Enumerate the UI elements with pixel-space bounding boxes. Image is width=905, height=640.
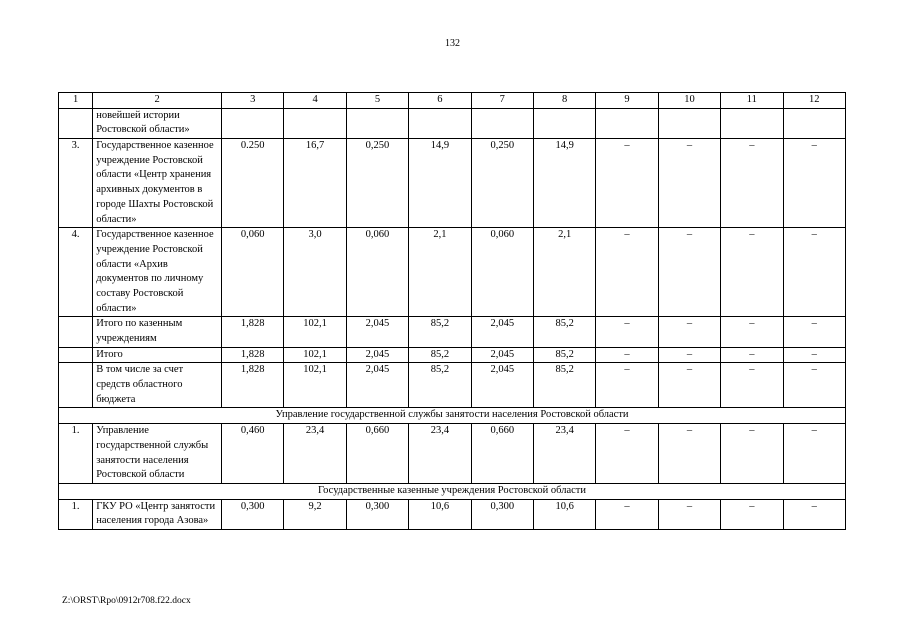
row-name-cell: Итого [93, 347, 222, 363]
value-cell: – [658, 228, 720, 317]
value-cell [533, 108, 595, 138]
table-row [59, 424, 846, 484]
value-cell: 2,045 [346, 363, 408, 408]
value-cell: – [783, 499, 845, 529]
row-number-cell [59, 108, 93, 138]
column-number-header: 5 [346, 93, 408, 109]
table-row [59, 317, 846, 347]
value-cell: 0,460 [222, 424, 284, 484]
column-number-header: 3 [222, 93, 284, 109]
value-cell: – [658, 424, 720, 484]
value-cell: – [783, 139, 845, 228]
value-cell [222, 108, 284, 138]
value-cell: – [596, 228, 658, 317]
value-cell: – [658, 347, 720, 363]
column-number-header: 4 [284, 93, 346, 109]
row-name-cell: Итого по казенным учреждениям [93, 317, 222, 347]
row-number-cell [59, 347, 93, 363]
value-cell [409, 108, 471, 138]
page-number: 132 [445, 38, 460, 49]
table-row [59, 347, 846, 363]
value-cell: – [783, 317, 845, 347]
value-cell: 1,828 [222, 317, 284, 347]
row-name-cell: В том числе за счет средств областного бюджета [93, 363, 222, 408]
value-cell: 85,2 [409, 347, 471, 363]
table-header-row [59, 93, 846, 109]
column-number-header: 6 [409, 93, 471, 109]
value-cell: 10,6 [533, 499, 595, 529]
value-cell: 2,045 [471, 317, 533, 347]
file-path-footer: Z:\ORST\Rpo\0912r708.f22.docx [62, 596, 191, 606]
value-cell: – [783, 424, 845, 484]
value-cell: 23,4 [409, 424, 471, 484]
value-cell: – [783, 347, 845, 363]
table-row [59, 228, 846, 317]
column-number-header: 12 [783, 93, 845, 109]
value-cell [346, 108, 408, 138]
row-name-cell: новейшей истории Ростовской области» [93, 108, 222, 138]
value-cell: – [596, 139, 658, 228]
value-cell: 102,1 [284, 347, 346, 363]
value-cell: 9,2 [284, 499, 346, 529]
value-cell: 102,1 [284, 317, 346, 347]
row-number-cell: 1. [59, 424, 93, 484]
value-cell: 2,045 [471, 363, 533, 408]
value-cell: – [783, 228, 845, 317]
row-number-cell: 1. [59, 499, 93, 529]
value-cell [284, 108, 346, 138]
value-cell: – [658, 139, 720, 228]
row-number-cell [59, 363, 93, 408]
value-cell [658, 108, 720, 138]
value-cell: – [596, 363, 658, 408]
data-table [58, 92, 846, 530]
section-title: Государственные казенные учреждения Ростовской области [59, 483, 846, 499]
value-cell: 23,4 [284, 424, 346, 484]
value-cell: – [721, 228, 783, 317]
value-cell: 2,1 [533, 228, 595, 317]
value-cell: 23,4 [533, 424, 595, 484]
value-cell: – [658, 317, 720, 347]
section-title: Управление государственной службы занятости населения Ростовской области [59, 408, 846, 424]
value-cell: – [596, 499, 658, 529]
value-cell [596, 108, 658, 138]
row-number-cell: 4. [59, 228, 93, 317]
row-name-cell: ГКУ РО «Центр занятости населения города Азова» [93, 499, 222, 529]
value-cell: 0,300 [222, 499, 284, 529]
value-cell: 0,250 [346, 139, 408, 228]
value-cell: – [658, 499, 720, 529]
value-cell: – [596, 347, 658, 363]
value-cell: 0,660 [471, 424, 533, 484]
column-number-header: 1 [59, 93, 93, 109]
row-name-cell: Управление государственной службы занятости населения Ростовской области [93, 424, 222, 484]
value-cell: – [596, 424, 658, 484]
value-cell: 2,045 [346, 347, 408, 363]
value-cell [471, 108, 533, 138]
value-cell: 1,828 [222, 347, 284, 363]
column-number-header: 8 [533, 93, 595, 109]
value-cell: 85,2 [409, 363, 471, 408]
value-cell: 14,9 [533, 139, 595, 228]
value-cell: – [658, 363, 720, 408]
value-cell: 0.250 [222, 139, 284, 228]
value-cell: 0,060 [471, 228, 533, 317]
section-header-row [59, 408, 846, 424]
table-row [59, 499, 846, 529]
value-cell: 85,2 [533, 347, 595, 363]
row-name-cell: Государственное казенное учреждение Ростовской области «Центр хранения архивных документов в городе Шахты Ростовской области» [93, 139, 222, 228]
value-cell: – [721, 139, 783, 228]
value-cell: 0,060 [222, 228, 284, 317]
column-number-header: 2 [93, 93, 222, 109]
column-number-header: 7 [471, 93, 533, 109]
column-number-header: 10 [658, 93, 720, 109]
value-cell: 1,828 [222, 363, 284, 408]
value-cell: 0,250 [471, 139, 533, 228]
row-number-cell [59, 317, 93, 347]
row-number-cell: 3. [59, 139, 93, 228]
table-row [59, 363, 846, 408]
value-cell: – [721, 499, 783, 529]
column-number-header: 9 [596, 93, 658, 109]
value-cell: 14,9 [409, 139, 471, 228]
value-cell: – [721, 424, 783, 484]
value-cell: 2,1 [409, 228, 471, 317]
value-cell: – [721, 363, 783, 408]
value-cell: – [783, 363, 845, 408]
value-cell [721, 108, 783, 138]
value-cell: 2,045 [346, 317, 408, 347]
value-cell: 10,6 [409, 499, 471, 529]
section-header-row [59, 483, 846, 499]
value-cell: 0,300 [471, 499, 533, 529]
value-cell: 2,045 [471, 347, 533, 363]
value-cell: – [596, 317, 658, 347]
value-cell: 102,1 [284, 363, 346, 408]
value-cell [783, 108, 845, 138]
table-row [59, 108, 846, 138]
value-cell: 0,060 [346, 228, 408, 317]
value-cell: 3,0 [284, 228, 346, 317]
table-row [59, 139, 846, 228]
row-name-cell: Государственное казенное учреждение Ростовской области «Архив документов по личному составу Ростовской области» [93, 228, 222, 317]
value-cell: 85,2 [533, 363, 595, 408]
value-cell: 85,2 [409, 317, 471, 347]
value-cell: 0,660 [346, 424, 408, 484]
value-cell: – [721, 317, 783, 347]
value-cell: – [721, 347, 783, 363]
value-cell: 0,300 [346, 499, 408, 529]
value-cell: 16,7 [284, 139, 346, 228]
value-cell: 85,2 [533, 317, 595, 347]
column-number-header: 11 [721, 93, 783, 109]
